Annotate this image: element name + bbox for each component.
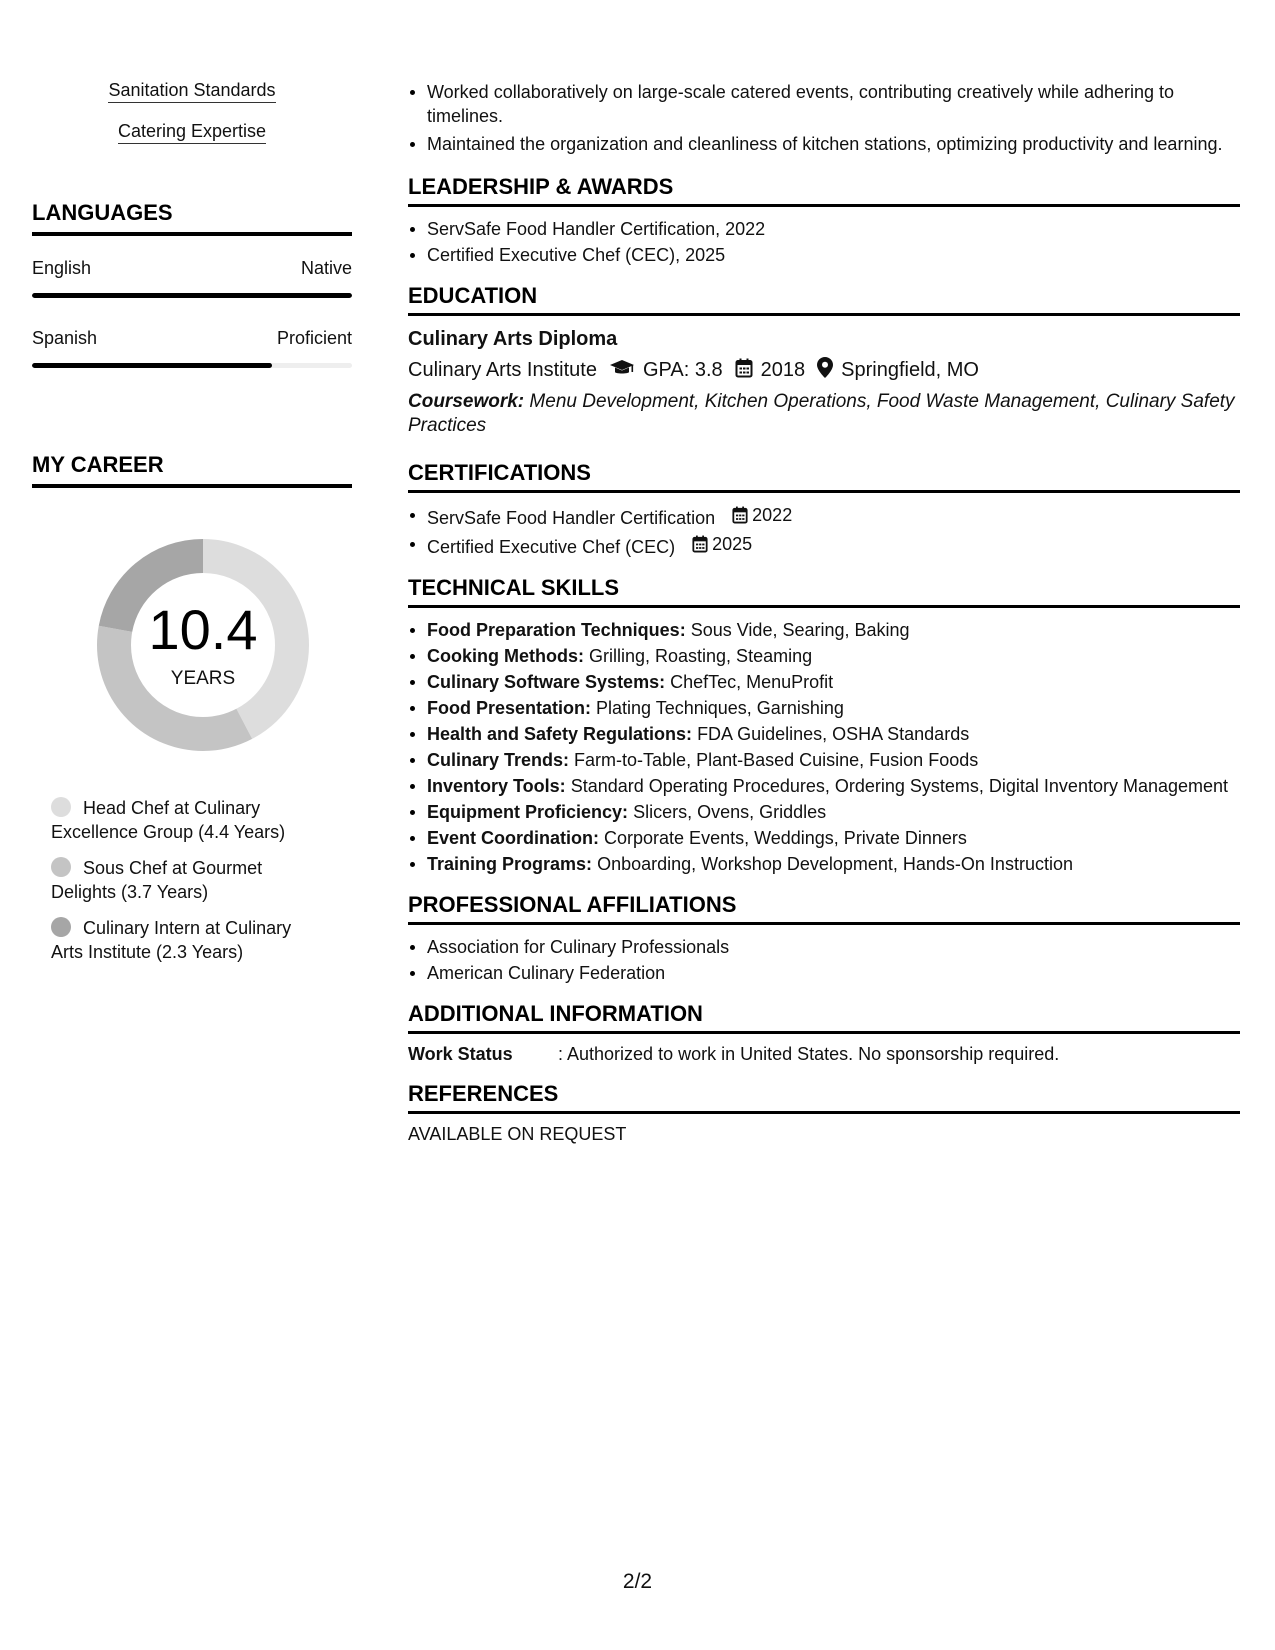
work-status-label: Work Status bbox=[408, 1044, 513, 1064]
skill-value: Grilling, Roasting, Steaming bbox=[589, 646, 813, 666]
language-bar-fill bbox=[32, 293, 352, 298]
skill-label: Equipment Proficiency: bbox=[427, 802, 629, 822]
languages-section bbox=[32, 200, 352, 368]
skill-tags bbox=[32, 80, 352, 162]
list-item: Certified Executive Chef (CEC), 2025 bbox=[408, 243, 1240, 267]
skill-label: Culinary Trends: bbox=[427, 750, 570, 770]
languages-title: LANGUAGES bbox=[32, 200, 352, 236]
skill-value: Onboarding, Workshop Development, Hands-On Instruction bbox=[597, 854, 1073, 874]
technical-skills-list bbox=[408, 618, 1240, 876]
skill-label: Health and Safety Regulations: bbox=[427, 724, 693, 744]
skill-label: Food Preparation Techniques: bbox=[427, 620, 686, 640]
skill-label: Inventory Tools: bbox=[427, 776, 566, 796]
list-item bbox=[408, 774, 1240, 798]
skill-label: Cooking Methods: bbox=[427, 646, 584, 666]
experience-bullets bbox=[408, 80, 1240, 156]
certification-year: 2022 bbox=[752, 505, 793, 525]
legend-dot bbox=[51, 857, 71, 877]
coursework-value: Menu Development, Kitchen Operations, Food Waste Management, Culinary Safety Practices bbox=[408, 391, 1235, 436]
list-item bbox=[408, 644, 1240, 668]
legend-label: Culinary Intern at Culinary Arts Institute (2.3 Years) bbox=[51, 918, 292, 962]
skill-value: FDA Guidelines, OSHA Standards bbox=[697, 724, 970, 744]
list-item bbox=[408, 852, 1240, 876]
legend-item bbox=[51, 796, 292, 844]
work-status-row bbox=[408, 1044, 1240, 1065]
list-item bbox=[408, 722, 1240, 746]
location-pin-icon bbox=[817, 357, 833, 384]
leadership-title: LEADERSHIP & AWARDS bbox=[408, 174, 1240, 207]
language-name: English bbox=[32, 258, 92, 278]
legend-item bbox=[51, 916, 292, 964]
graduation-cap-icon bbox=[609, 359, 635, 383]
calendar-icon bbox=[735, 358, 753, 384]
skill-value: Sous Vide, Searing, Baking bbox=[690, 620, 910, 640]
list-item bbox=[408, 800, 1240, 824]
career-legend bbox=[32, 796, 292, 964]
career-section bbox=[32, 452, 352, 976]
references-text: AVAILABLE ON REQUEST bbox=[408, 1124, 627, 1144]
legend-label: Sous Chef at Gourmet Delights (3.7 Years) bbox=[51, 858, 263, 902]
page-number: 2/2 bbox=[622, 1570, 653, 1593]
list-item bbox=[408, 696, 1240, 720]
work-status-value: : Authorized to work in United States. No sponsorship required. bbox=[558, 1044, 1060, 1064]
legend-dot bbox=[51, 797, 71, 817]
skill-value: Farm-to-Table, Plant-Based Cuisine, Fusion Foods bbox=[574, 750, 979, 770]
list-item bbox=[408, 670, 1240, 694]
skill-label: Culinary Software Systems: bbox=[427, 672, 666, 692]
list-item bbox=[408, 532, 1240, 559]
certification-year: 2025 bbox=[712, 534, 753, 554]
education-degree: Culinary Arts Diploma bbox=[408, 328, 618, 350]
references-title: REFERENCES bbox=[408, 1081, 1240, 1114]
certification-name: Certified Executive Chef (CEC) bbox=[427, 537, 676, 557]
skill-label: Event Coordination: bbox=[427, 828, 599, 848]
career-title: MY CAREER bbox=[32, 452, 352, 488]
sidebar bbox=[32, 80, 352, 162]
skill-label: Food Presentation: bbox=[427, 698, 592, 718]
language-bar bbox=[32, 293, 352, 298]
skill-value: ChefTec, MenuProfit bbox=[670, 672, 834, 692]
education-gpa: GPA: 3.8 bbox=[642, 359, 723, 381]
calendar-icon bbox=[692, 535, 708, 553]
skill-value: Plating Techniques, Garnishing bbox=[596, 698, 844, 718]
skill-tag: Catering Expertise bbox=[118, 121, 266, 144]
additional-info-title: ADDITIONAL INFORMATION bbox=[408, 1001, 1240, 1034]
language-bar bbox=[32, 363, 352, 368]
skill-value: Slicers, Ovens, Griddles bbox=[633, 802, 827, 822]
list-item: Association for Culinary Professionals bbox=[408, 935, 1240, 959]
calendar-icon bbox=[732, 506, 748, 524]
list-item bbox=[408, 503, 1240, 530]
education-year: 2018 bbox=[760, 359, 806, 381]
language-item bbox=[32, 258, 352, 298]
main-content bbox=[408, 80, 1240, 1145]
language-level: Proficient bbox=[276, 328, 352, 348]
education-location: Springfield, MO bbox=[841, 359, 979, 381]
legend-item bbox=[51, 856, 292, 904]
list-item bbox=[408, 748, 1240, 772]
skill-label: Training Programs: bbox=[427, 854, 593, 874]
education-school: Culinary Arts Institute bbox=[408, 359, 597, 381]
technical-skills-title: TECHNICAL SKILLS bbox=[408, 575, 1240, 608]
education-title: EDUCATION bbox=[408, 283, 1240, 316]
affiliations-title: PROFESSIONAL AFFILIATIONS bbox=[408, 892, 1240, 925]
language-item bbox=[32, 328, 352, 368]
affiliations-list bbox=[408, 935, 1240, 985]
list-item: Worked collaboratively on large-scale catered events, contributing creatively while adhering to timelines. bbox=[408, 80, 1240, 128]
certifications-list bbox=[408, 503, 1240, 559]
legend-dot bbox=[51, 917, 71, 937]
list-item: Maintained the organization and cleanliness of kitchen stations, optimizing productivity and learning. bbox=[408, 132, 1240, 156]
education-details bbox=[408, 357, 1240, 384]
skill-value: Standard Operating Procedures, Ordering Systems, Digital Inventory Management bbox=[570, 776, 1229, 796]
education-coursework bbox=[408, 390, 1240, 438]
language-bar-fill bbox=[32, 363, 272, 368]
skill-tag: Sanitation Standards bbox=[108, 80, 275, 103]
list-item bbox=[408, 618, 1240, 642]
career-donut-chart bbox=[88, 530, 318, 760]
language-level: Native bbox=[300, 258, 352, 278]
leadership-list bbox=[408, 217, 1240, 267]
certification-name: ServSafe Food Handler Certification bbox=[427, 508, 716, 528]
legend-label: Head Chef at Culinary Excellence Group (4.4 Years) bbox=[51, 798, 286, 842]
career-total: 10.4 bbox=[148, 598, 258, 661]
list-item bbox=[408, 826, 1240, 850]
certifications-title: CERTIFICATIONS bbox=[408, 460, 1240, 493]
coursework-label: Coursework: bbox=[408, 391, 525, 412]
career-unit: YEARS bbox=[170, 668, 236, 689]
skill-value: Corporate Events, Weddings, Private Dinners bbox=[604, 828, 967, 848]
list-item: ServSafe Food Handler Certification, 2022 bbox=[408, 217, 1240, 241]
list-item: American Culinary Federation bbox=[408, 961, 1240, 985]
language-name: Spanish bbox=[32, 328, 98, 348]
